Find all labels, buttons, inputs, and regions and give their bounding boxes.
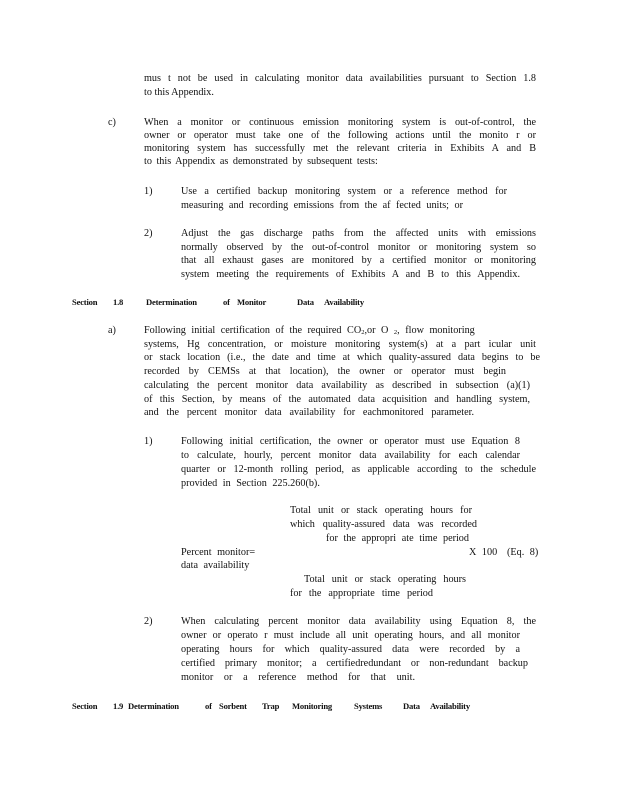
equation-numerator-line: which quality-assured data was recorded — [290, 519, 477, 530]
item-c-line: owner or operator must take one of the following actions until the monito r or — [144, 130, 536, 141]
intro-line: mus t not be used in calculating monitor data availabilities pursuant to Section 1.8 — [144, 73, 536, 84]
equation-label: (Eq. 8) — [507, 547, 539, 558]
section-number: 1.9 — [113, 701, 124, 711]
item-a-sub1-line: provided in Section 225.260(b). — [181, 478, 320, 489]
section-title-word: Availability — [324, 297, 364, 307]
item-a-line: systems, Hg concentration, or moisture monitoring system(s) at a part icular unit — [144, 339, 536, 350]
section-title-word: Monitor — [237, 297, 267, 307]
section-title-word: Trap — [262, 701, 280, 711]
section-title-word: Availability — [430, 701, 470, 711]
section-title-word: of — [223, 297, 230, 307]
item-c-sub2-line: system meeting the requirements of Exhibits A and B to this Appendix. — [181, 269, 520, 280]
item-a-line: or stack location (i.e., the date and time at which quality-assured data begins to be — [144, 352, 540, 363]
section-title-word: Sorbent — [219, 701, 247, 711]
item-c-sub1-line: Use a certified backup monitoring system or a reference method for — [181, 186, 507, 197]
section-word: Section — [72, 297, 98, 307]
section-word: Section — [72, 701, 98, 711]
item-c-line: monitoring system has successfully met the relevant criteria in Exhibits A and B — [144, 143, 536, 154]
intro-line: to this Appendix. — [144, 87, 214, 98]
item-label-a: a) — [108, 325, 116, 336]
equation-multiplier: X 100 — [469, 547, 498, 558]
section-number: 1.8 — [113, 297, 124, 307]
equation-denominator-line: for the appropriate time period — [290, 588, 433, 599]
item-a-sub2-line: monitor or a reference method for that unit. — [181, 672, 415, 683]
item-a-sub2-line: certified primary monitor; a certifiedredundant or non-redundant backup — [181, 658, 528, 669]
item-c-sub2-line: Adjust the gas discharge paths from the affected units with emissions — [181, 228, 536, 239]
item-c-sub1-label: 1) — [144, 186, 153, 197]
item-a-line-first: Following initial certification of the required $CO_2,or$ O $_2$, flow monitoring — [144, 325, 475, 336]
item-a-sub2-line: operating hours for which quality-assured data were recorded by a — [181, 644, 520, 655]
item-a-sub1-line: to calculate, hourly, percent monitor data availability for each calendar — [181, 450, 520, 461]
section-title-word: Determination — [146, 297, 197, 307]
item-c-line: When a monitor or continuous emission monitoring system is out-of-control, the — [144, 117, 536, 128]
section-title-word: of — [205, 701, 212, 711]
item-a-line: recorded by CEMSs at that location), the owner or operator must begin — [144, 366, 506, 377]
item-a-sub2-line: owner or operato r must include all unit operating hours, and all monitor — [181, 630, 520, 641]
item-a-line: of this Section, by means of the automated data acquisition and handling system, — [144, 394, 530, 405]
section-title-word: Determination — [128, 701, 179, 711]
section-title-word: Data — [403, 701, 420, 711]
equation-lhs: data availability — [181, 560, 250, 571]
equation-numerator-line: for the appropri ate time period — [326, 533, 469, 544]
section-title-word: Data — [297, 297, 314, 307]
item-a-line: calculating the percent monitor data availability as described in subsection (a)(1) — [144, 380, 530, 391]
item-a-line: and the percent monitor data availability for eachmonitored parameter. — [144, 407, 474, 418]
section-title-word: Systems — [354, 701, 383, 711]
equation-numerator-line: Total unit or stack operating hours for — [290, 505, 472, 516]
item-c-line: to this Appendix as demonstrated by subsequent tests: — [144, 156, 378, 167]
equation-lhs: Percent monitor= — [181, 547, 256, 558]
equation-denominator-line: Total unit or stack operating hours — [304, 574, 466, 585]
item-c-sub2-line: normally observed by the out-of-control monitor or monitoring system so — [181, 242, 536, 253]
item-c-sub2-label: 2) — [144, 228, 153, 239]
item-a-sub1-line: Following initial certification, the owner or operator must use Equation 8 — [181, 436, 520, 447]
item-a-sub1-label: 1) — [144, 436, 153, 447]
item-c-sub1-line: measuring and recording emissions from the af fected units; or — [181, 200, 463, 211]
item-label-c: c) — [108, 117, 116, 128]
item-c-sub2-line: that all exhaust gases are monitored by a certified monitor or monitoring — [181, 255, 536, 266]
item-a-sub1-line: quarter or 12-month rolling period, as applicable according to the schedule — [181, 464, 536, 475]
item-a-sub2-line: When calculating percent monitor data availability using Equation 8, the — [181, 616, 536, 627]
section-title-word: Monitoring — [292, 701, 333, 711]
item-a-sub2-label: 2) — [144, 616, 153, 627]
